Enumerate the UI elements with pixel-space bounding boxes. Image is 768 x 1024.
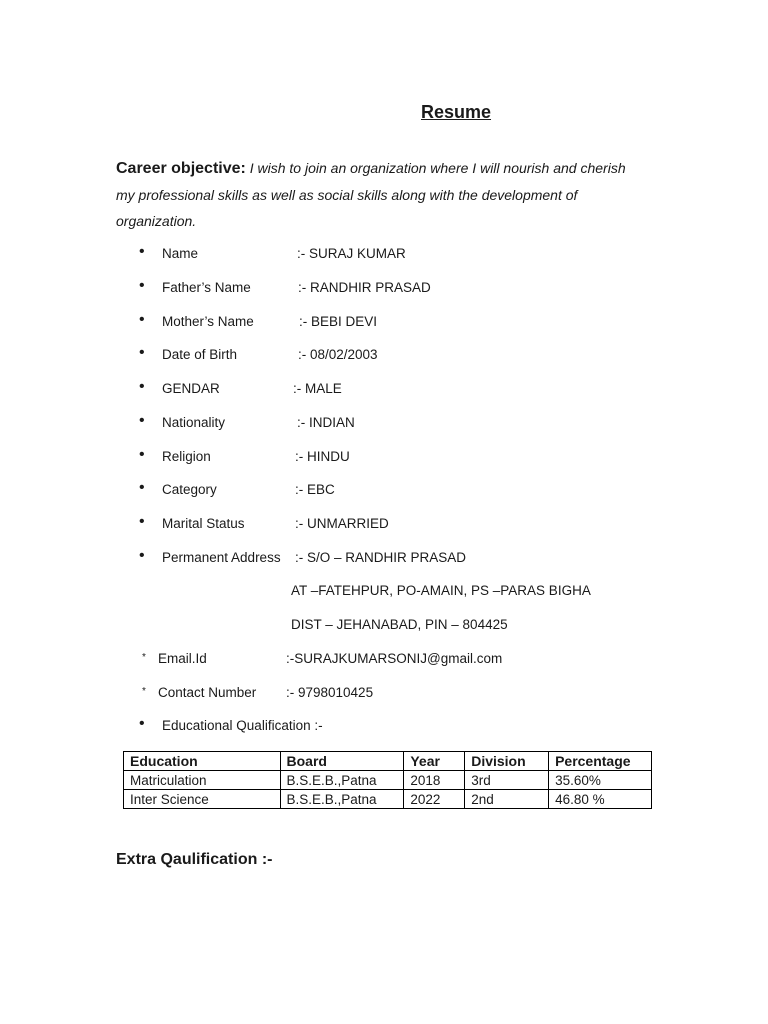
- educational-qualification-label: Educational Qualification :-: [162, 718, 323, 733]
- religion-value: :- HINDU: [295, 449, 350, 464]
- column-header: Percentage: [549, 752, 652, 771]
- contact-number-value: :- 9798010425: [286, 685, 374, 700]
- dob-value: :- 08/02/2003: [298, 347, 378, 362]
- email-value: :-SURAJKUMARSONIJ@gmail.com: [286, 651, 503, 666]
- career-objective: [116, 155, 646, 234]
- bullet-icon: •: [139, 311, 145, 328]
- table-cell: Inter Science: [124, 790, 281, 809]
- permanent-address-value: :- S/O – RANDHIR PRASAD: [295, 550, 467, 565]
- page-title: Resume: [420, 102, 492, 122]
- fathers-name-label: Father’s Name: [162, 280, 251, 295]
- permanent-address-label: Permanent Address: [162, 550, 281, 565]
- career-objective-text: I wish to join an organization where I will nourish and cherish my professional skills as well as social skills along with the development of organization.: [116, 160, 626, 229]
- asterisk-bullet-icon: *: [142, 686, 146, 697]
- extra-qualification-heading: Extra Qaulification :-: [116, 851, 273, 868]
- column-header: Education: [124, 752, 281, 771]
- category-value: :- EBC: [295, 482, 335, 497]
- bullet-icon: •: [139, 715, 145, 732]
- gender-value: :- MALE: [293, 381, 342, 396]
- table-cell: 3rd: [465, 771, 549, 790]
- mothers-name-label: Mother’s Name: [162, 314, 254, 329]
- asterisk-bullet-icon: *: [142, 652, 146, 663]
- bullet-icon: •: [139, 547, 145, 564]
- nationality-label: Nationality: [162, 415, 226, 430]
- column-header: Board: [280, 752, 404, 771]
- category-label: Category: [162, 482, 217, 497]
- career-objective-label: Career objective:: [116, 160, 246, 177]
- gender-label: GENDAR: [162, 381, 220, 396]
- bullet-icon: •: [139, 513, 145, 530]
- bullet-icon: •: [139, 412, 145, 429]
- table-cell: 2022: [404, 790, 465, 809]
- table-cell: 46.80 %: [549, 790, 652, 809]
- name-label: Name: [162, 246, 199, 261]
- column-header: Year: [404, 752, 465, 771]
- email-label: Email.Id: [158, 651, 207, 666]
- marital-status-value: :- UNMARRIED: [295, 516, 389, 531]
- table-cell: B.S.E.B.,Patna: [280, 771, 404, 790]
- bullet-icon: •: [139, 243, 145, 260]
- nationality-value: :- INDIAN: [297, 415, 355, 430]
- dob-label: Date of Birth: [162, 347, 238, 362]
- table-cell: 35.60%: [549, 771, 652, 790]
- mothers-name-value: :- BEBI DEVI: [299, 314, 378, 329]
- table-row: [124, 790, 652, 809]
- education-table: [123, 751, 652, 809]
- religion-label: Religion: [162, 449, 211, 464]
- table-cell: B.S.E.B.,Patna: [280, 790, 404, 809]
- bullet-icon: •: [139, 344, 145, 361]
- table-header-row: [124, 752, 652, 771]
- fathers-name-value: :- RANDHIR PRASAD: [298, 280, 431, 295]
- table-row: [124, 771, 652, 790]
- address-line-1: AT –FATEHPUR, PO-AMAIN, PS –PARAS BIGHA: [291, 583, 591, 598]
- contact-number-label: Contact Number: [158, 685, 257, 700]
- marital-status-label: Marital Status: [162, 516, 245, 531]
- column-header: Division: [465, 752, 549, 771]
- bullet-icon: •: [139, 479, 145, 496]
- address-line-2: DIST – JEHANABAD, PIN – 804425: [291, 617, 508, 632]
- table-cell: 2nd: [465, 790, 549, 809]
- bullet-icon: •: [139, 277, 145, 294]
- table-cell: 2018: [404, 771, 465, 790]
- name-value: :- SURAJ KUMAR: [297, 246, 406, 261]
- table-cell: Matriculation: [124, 771, 281, 790]
- bullet-icon: •: [139, 446, 145, 463]
- bullet-icon: •: [139, 378, 145, 395]
